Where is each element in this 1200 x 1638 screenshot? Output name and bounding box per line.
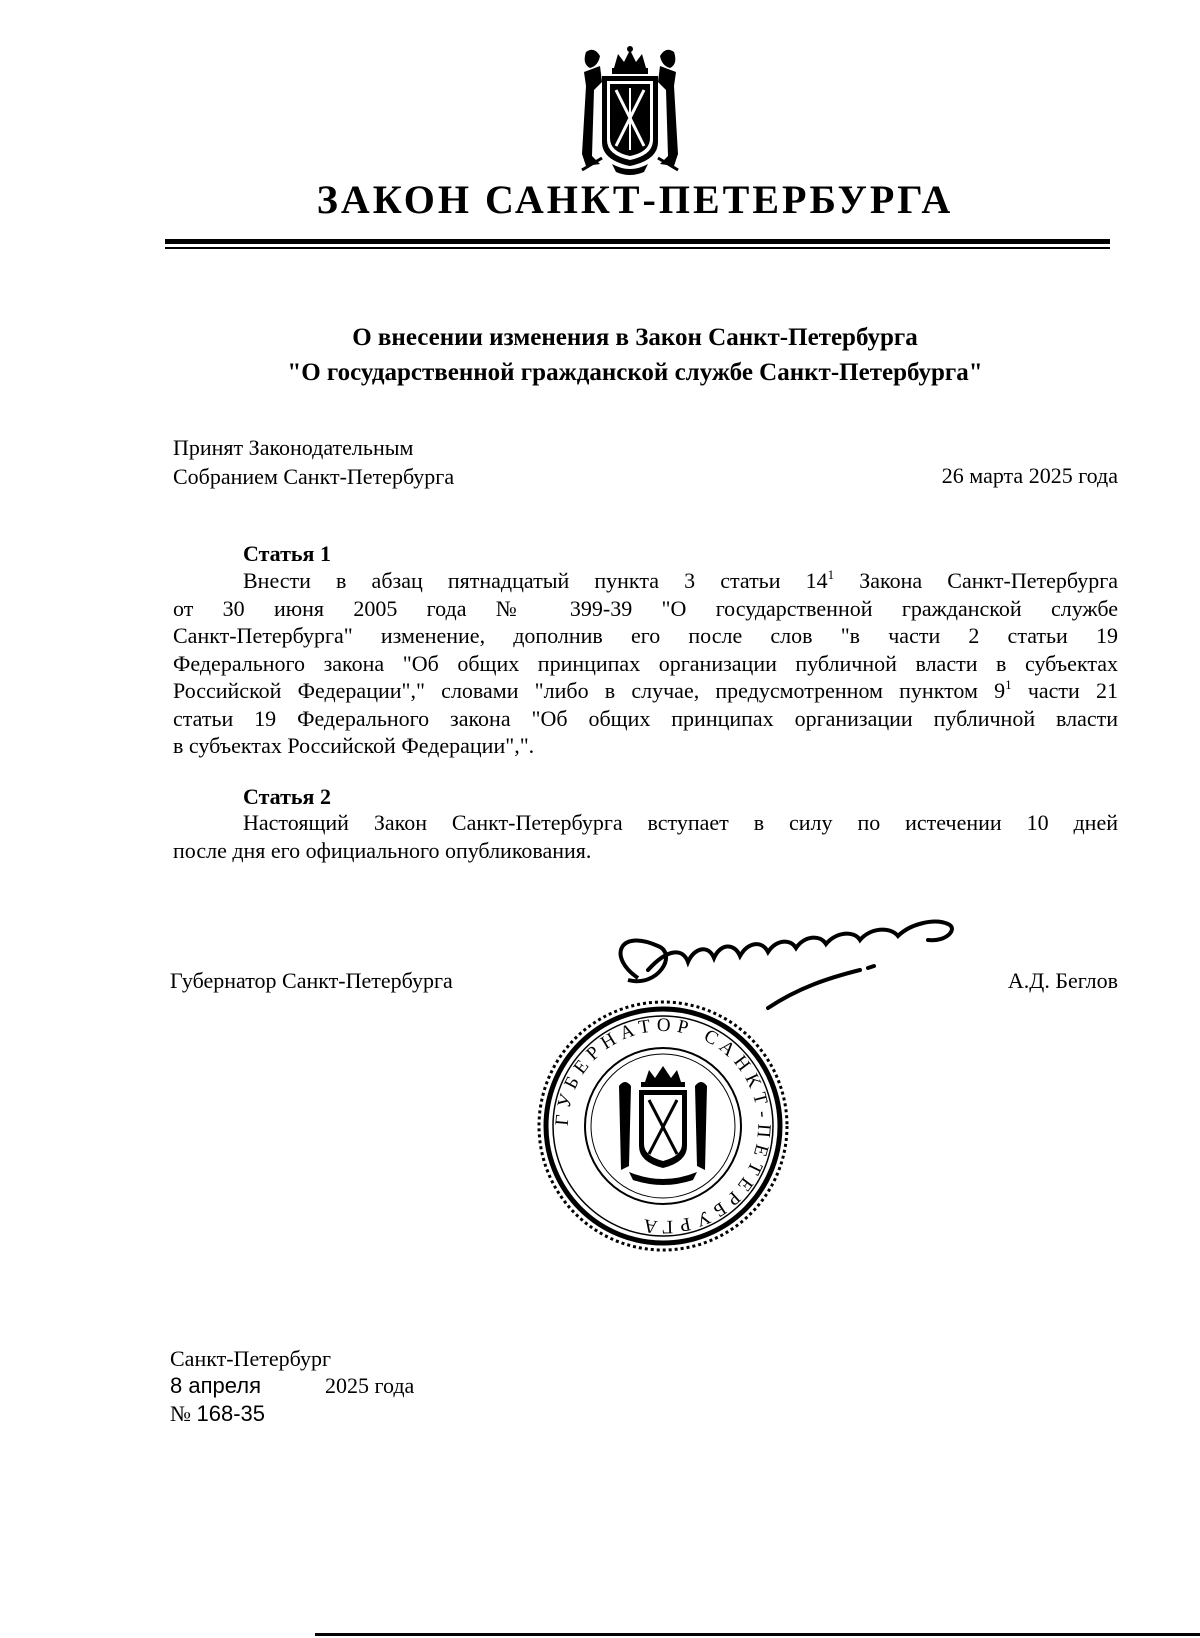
number-sign: № <box>170 1401 191 1426</box>
adoption-block <box>173 433 454 491</box>
article-1-title: Статья 1 <box>243 541 331 566</box>
title-divider-thin <box>165 247 1110 249</box>
adoption-date: 26 марта 2025 года <box>941 463 1118 488</box>
registration-number <box>170 1401 265 1427</box>
article-1-body <box>173 567 1118 760</box>
signing-day-month: 8 апреля <box>170 1373 261 1398</box>
signing-year: 2025 года <box>325 1373 415 1398</box>
seal-inscription: ГУБЕРНАТОР САНКТ-ПЕТЕРБУРГА <box>551 1014 775 1238</box>
article-1-line-6: статьи 19 Федерального закона "Об общих принципах организации публичной власти <box>173 705 1118 731</box>
subject-line-2: "О государственной гражданской службе Санкт-Петербурга" <box>287 359 983 386</box>
subject-line-1: О внесении изменения в Закон Санкт-Петербурга <box>352 324 918 351</box>
article-2-body <box>173 809 1118 864</box>
signing-city: Санкт-Петербург <box>170 1346 331 1371</box>
article-1-line-3: Санкт-Петербурга" изменение, дополнив его после слов "в части 2 статьи 19 <box>173 623 1118 648</box>
law-number: 168-35 <box>196 1401 266 1426</box>
official-seal <box>533 996 793 1256</box>
governor-title: Губернатор Санкт-Петербурга <box>170 968 453 993</box>
bottom-page-edge <box>315 1633 1200 1636</box>
article-2-title: Статья 2 <box>243 784 331 809</box>
article-1-line-1: Внести в абзац пятнадцатый пункта 3 статьи $14^1$ Закона Санкт-Петербурга <box>243 567 1119 593</box>
governor-name: А.Д. Беглов <box>1007 968 1118 993</box>
title-divider-thick <box>165 239 1110 244</box>
law-subject <box>0 320 1200 390</box>
coat-of-arms-emblem <box>572 46 688 178</box>
article-1-line-5: Российской Федерации"," словами "либо в случае, предусмотренном пунктом $9^1$ части 21 <box>173 677 1119 703</box>
signing-date <box>170 1373 414 1399</box>
adoption-line-1: Принят Законодательным <box>173 435 414 460</box>
superscript: 1 <box>827 567 835 582</box>
article-1-line-4: Федерального закона "Об общих принципах организации публичной власти в субъектах <box>173 650 1118 676</box>
article-2-line-1: Настоящий Закон Санкт-Петербурга вступает в силу по истечении 10 дней <box>243 810 1118 835</box>
adoption-line-2: Собранием Санкт-Петербурга <box>173 464 455 489</box>
article-1-line-2: от 30 июня 2005 года № 399-39 "О государственной гражданской службе <box>173 595 1118 621</box>
article-2-line-2: после дня его официального опубликования. <box>173 837 592 863</box>
superscript: 1 <box>1005 677 1012 692</box>
article-1-line-7: в субъектах Российской Федерации",". <box>173 733 535 758</box>
document-title: ЗАКОН САНКТ-ПЕТЕРБУРГА <box>316 177 954 222</box>
